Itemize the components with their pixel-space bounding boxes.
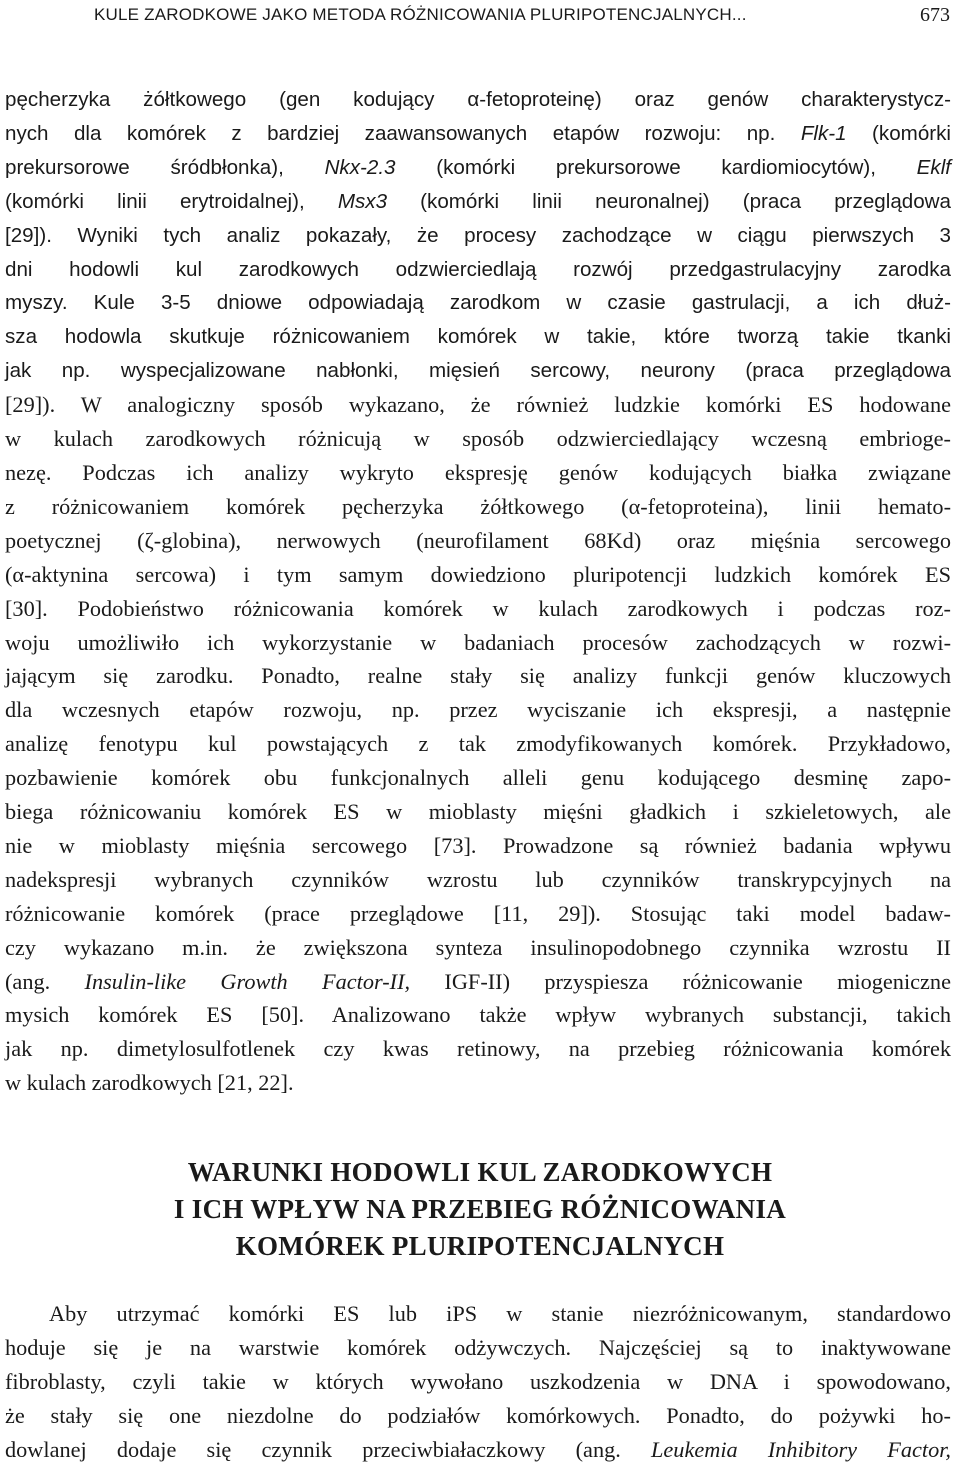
text-line: myszy. Kule 3-5 dniowe odpowiadają zarodkom w czasie gastrulacji, a ich dłuż- — [5, 291, 951, 315]
text-line: (α-aktynina sercowa) i tym samym dowiedziono pluripotencji ludzkich komórek ES — [5, 561, 951, 587]
text-line: pozbawienie komórek obu funkcjonalnych alleli genu kodującego desminę zapo- — [5, 765, 951, 791]
section-heading-line: KOMÓREK PLURIPOTENCJALNYCH — [235, 1231, 725, 1261]
text-line: hoduje się je na warstwie komórek odżywczych. Najczęściej są to inaktywowane — [5, 1334, 951, 1360]
text-line: mysich komórek ES [50]. Analizowano także wpływ wybranych substancji, takich — [5, 1002, 951, 1028]
text-line: różnicowanie komórek (prace przeglądowe [11, 29]). Stosując taki model badaw- — [5, 900, 951, 926]
text-line: jak np. wyspecjalizowane nabłonki, mięsień sercowy, neurony (praca przeglądowa — [5, 359, 951, 383]
section-heading-line: I ICH WPŁYW NA PRZEBIEG RÓŻNICOWANIA — [173, 1194, 787, 1224]
text-line: nezę. Podczas ich analizy wykryto ekspresję genów kodujących białka związane — [5, 459, 951, 485]
text-line: [29]). Wyniki tych analiz pokazały, że procesy zachodzące w ciągu pierwszych 3 — [5, 223, 951, 247]
text-line: [30]. Podobieństwo różnicowania komórek w kulach zarodkowych i podczas roz- — [5, 595, 951, 621]
text-line: (komórki linii erytroidalnej), Msx3 (komórki linii neuronalnej) (praca przeglądowa — [5, 189, 952, 213]
text-line: sza hodowla skutkuje różnicowaniem komórek w takie, które tworzą takie tkanki — [5, 325, 951, 349]
text-line: dla wczesnych etapów rozwoju, np. przez wyciszanie ich ekspresji, a następnie — [5, 697, 951, 723]
text-line: z różnicowaniem komórek pęcherzyka żółtkowego (α-fetoproteina), linii hemato- — [5, 493, 951, 519]
text-line: w kulach zarodkowych różnicują w sposób odzwierciedlający wczesną embrioge- — [5, 426, 951, 452]
running-title: KULE ZARODKOWE JAKO METODA RÓŻNICOWANIA PLURIPOTENCJALNYCH... — [94, 5, 747, 24]
text-line: fibroblasty, czyli takie w których wywołano uszkodzenia w DNA i spowodowano, — [5, 1368, 951, 1394]
section-heading — [0, 1154, 960, 1265]
text-line: dni hodowli kul zarodkowych odzwierciedlają rozwój przedgastrulacyjny zarodka — [5, 257, 951, 281]
text-line: czy wykazano m.in. że zwiększona synteza insulinopodobnego czynnika wzrostu II — [5, 934, 951, 960]
text-line: że stały się one niezdolne do podziałów komórkowych. Ponadto, do pożywki ho- — [5, 1402, 951, 1428]
text-line: poetycznej (ζ-globina), nerwowych (neurofilament 68Kd) oraz mięśnia sercowego — [5, 527, 951, 553]
text-line: pęcherzyka żółtkowego (gen kodujący α-fetoproteinę) oraz genów charakterystycz- — [5, 88, 951, 111]
text-line: nych dla komórek z bardziej zaawansowanych etapów rozwoju: np. Flk-1 (komórki — [5, 121, 952, 145]
section-heading-line: WARUNKI HODOWLI KUL ZARODKOWYCH — [187, 1157, 773, 1187]
text-line: nie w mioblasty mięśnia sercowego [73]. Prowadzone są również badania wpływu — [5, 832, 951, 858]
text-line: (ang. Insulin-like Growth Factor-II, IGF-II) przyspiesza różnicowanie miogeniczne — [5, 968, 951, 994]
text-line: jak np. dimetylosulfotlenek czy kwas retinowy, na przebieg różnicowania komórek — [5, 1036, 951, 1062]
text-line: prekursorowe śródbłonka), Nkx-2.3 (komórki prekursorowe kardiomiocytów), Eklf — [5, 155, 951, 179]
text-line: [29]). W analogiczny sposób wykazano, że również ludzkie komórki ES hodowane — [5, 392, 951, 418]
text-line: analizę fenotypu kul powstających z tak zmodyfikowanych komórek. Przykładowo, — [5, 731, 951, 757]
body-paragraph-2 — [5, 1297, 951, 1467]
text-line: jającym się zarodku. Ponadto, realne stały się analizy funkcji genów kluczowych — [5, 663, 951, 689]
text-line: Aby utrzymać komórki ES lub iPS w stanie niezróżnicowanym, standardowo — [49, 1301, 951, 1326]
text-line: woju umożliwiło ich wykorzystanie w badaniach procesów zachodzących w rozwi- — [5, 629, 951, 655]
text-line: dowlanej dodaje się czynnik przeciwbiałaczkowy (ang. Leukemia Inhibitory Factor, — [5, 1436, 951, 1462]
page-number: 673 — [920, 4, 950, 26]
text-line: biega różnicowaniu komórek ES w mioblasty mięśni gładkich i szkieletowych, ale — [5, 799, 951, 825]
running-header — [0, 0, 960, 40]
text-line: w kulach zarodkowych [21, 22]. — [5, 1070, 294, 1096]
body-paragraph-1 — [5, 83, 951, 1100]
text-line: nadekspresji wybranych czynników wzrostu lub czynników transkrypcyjnych na — [5, 866, 951, 892]
